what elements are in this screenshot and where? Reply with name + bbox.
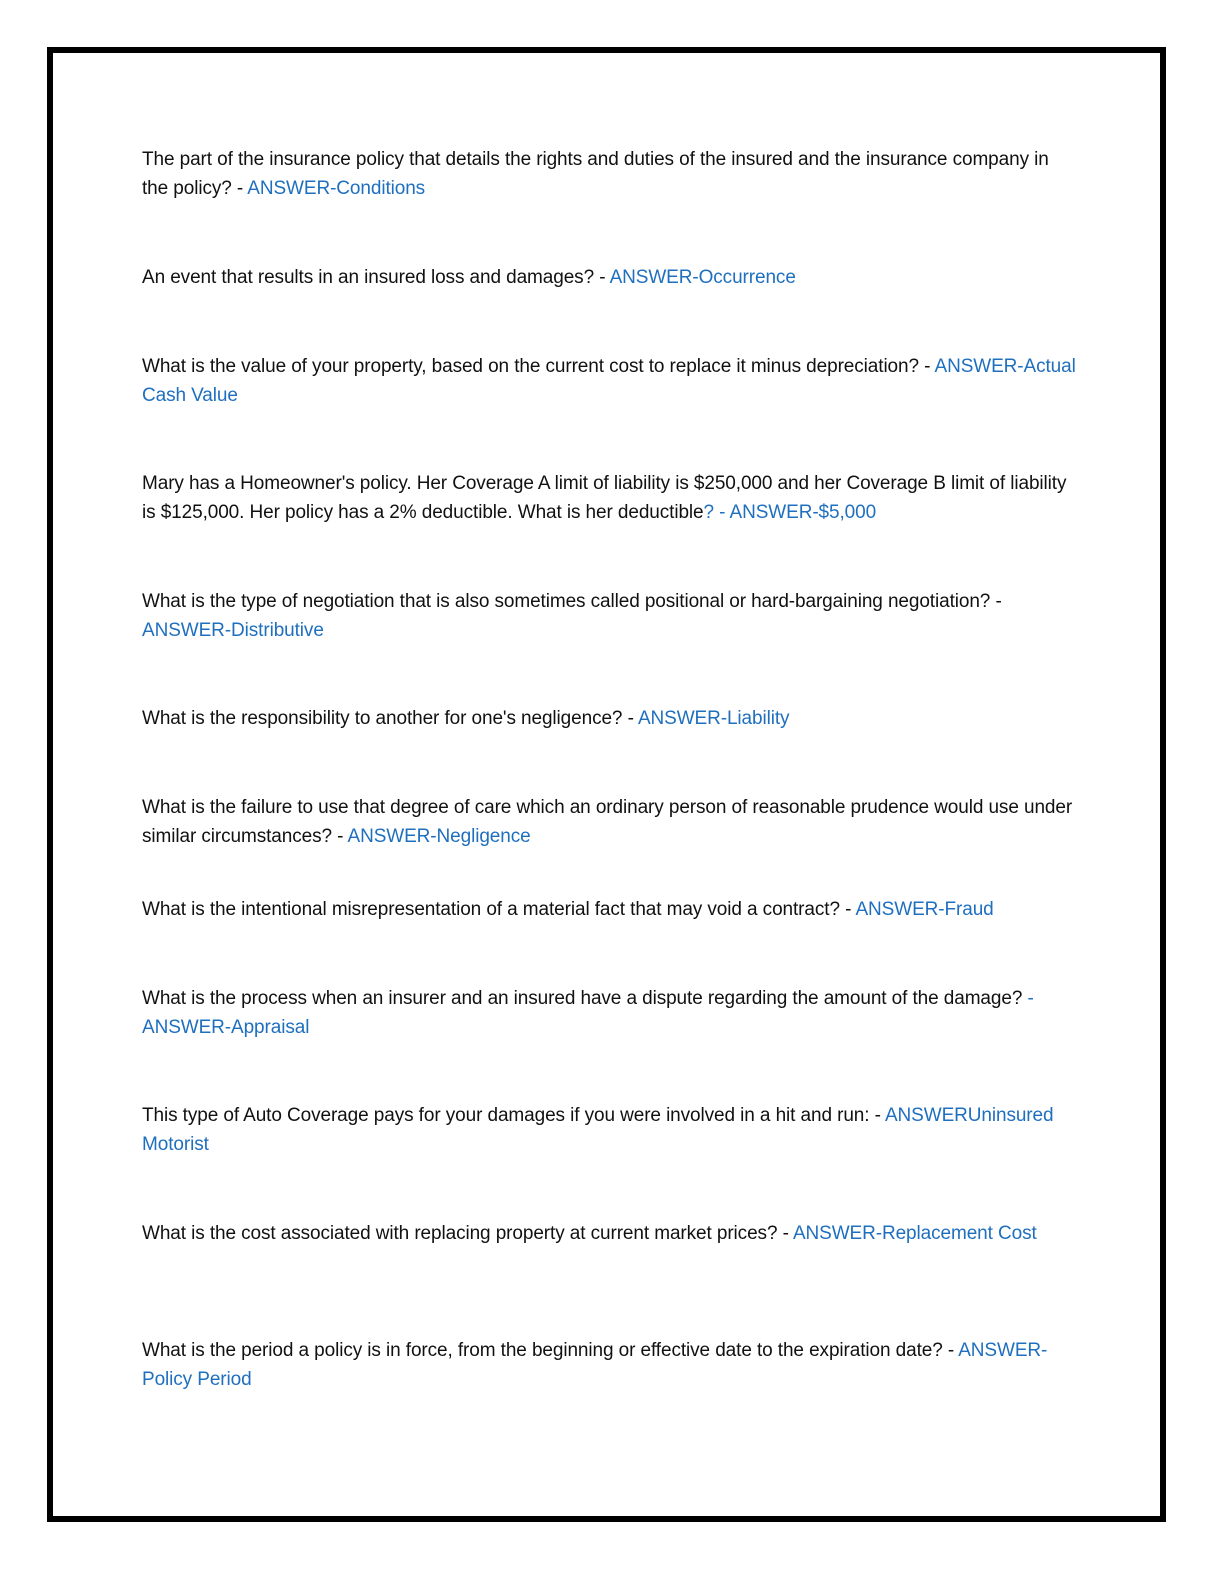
- qa-item: [142, 794, 1077, 851]
- question-text: What is the failure to use that degree of care which an ordinary person of reasonable prudence would use under similar circumstances? -: [142, 797, 1073, 847]
- question-text: An event that results in an insured loss and damages? -: [142, 267, 610, 288]
- qa-item: [142, 1337, 1077, 1394]
- answer-text: ANSWER-Policy Period: [142, 1340, 1048, 1390]
- question-text: What is the process when an insurer and an insured have a dispute regarding the amount of the damage?: [142, 988, 1028, 1009]
- question-text: The part of the insurance policy that details the rights and duties of the insured and the insurance company in the policy? -: [142, 149, 1049, 199]
- question-text: Mary has a Homeowner's policy. Her Coverage A limit of liability is $250,000 and her Coverage B limit of liability is $125,000. Her policy has a 2% deductible. What is her deductible: [142, 473, 1067, 523]
- answer-text: ANSWER-Negligence: [347, 825, 531, 847]
- question-text: What is the intentional misrepresentation of a material fact that may void a contract? -: [142, 899, 856, 920]
- qa-item: [142, 470, 1077, 527]
- qa-item: [142, 1220, 1077, 1249]
- qa-item: [142, 705, 1077, 734]
- answer-text: ANSWER-Actual Cash Value: [142, 356, 1076, 406]
- answer-text: ANSWER-Fraud: [855, 899, 994, 920]
- qa-item: [142, 353, 1077, 410]
- question-text: This type of Auto Coverage pays for your damages if you were involved in a hit and run: -: [142, 1105, 885, 1126]
- question-text: What is the value of your property, based on the current cost to replace it minus depreciation? -: [142, 356, 935, 377]
- answer-text: ANSWER-Distributive: [142, 619, 324, 641]
- answer-text: ANSWER-Conditions: [247, 177, 426, 199]
- question-text: What is the cost associated with replacing property at current market prices? -: [142, 1223, 793, 1244]
- answer-text: ? - ANSWER-$5,000: [703, 501, 877, 523]
- qa-item: [142, 588, 1077, 645]
- qa-item: [142, 264, 1077, 293]
- answer-text: - ANSWER-Appraisal: [142, 988, 1034, 1038]
- answer-text: ANSWER-Liability: [637, 708, 790, 729]
- qa-item: [142, 896, 1077, 925]
- answer-text: ANSWER-Replacement Cost: [792, 1223, 1037, 1244]
- answer-text: ANSWER-Occurrence: [609, 267, 796, 288]
- question-text: What is the type of negotiation that is also sometimes called positional or hard-bargaining negotiation? -: [142, 591, 1002, 612]
- qa-item: [142, 1102, 1077, 1159]
- qa-item: [142, 146, 1077, 203]
- question-text: What is the period a policy is in force, from the beginning or effective date to the expiration date? -: [142, 1340, 959, 1361]
- qa-item: [142, 985, 1077, 1042]
- answer-text: ANSWERUninsured Motorist: [142, 1105, 1054, 1155]
- question-text: What is the responsibility to another for one's negligence? -: [142, 708, 638, 729]
